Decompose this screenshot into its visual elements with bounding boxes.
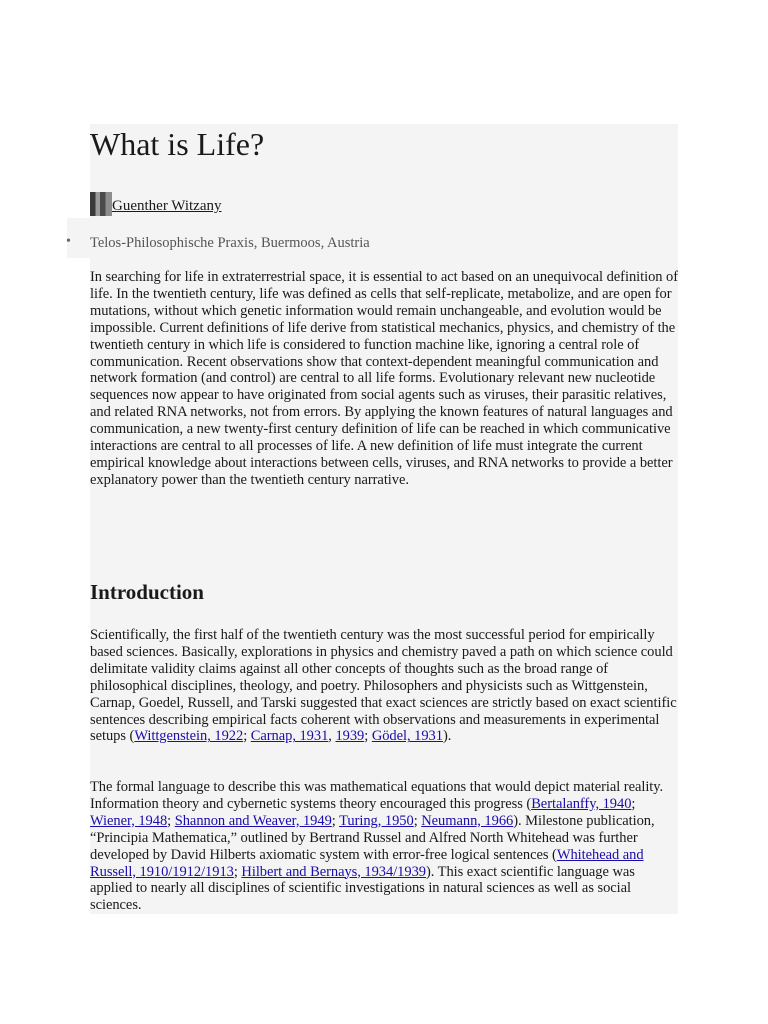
citation-link[interactable]: Shannon and Weaver, 1949 [174,812,332,829]
author-row[interactable] [90,190,222,216]
affiliation-text: Telos-Philosophische Praxis, Buermoos, Austria [90,235,370,251]
bullet-icon: • [66,234,71,249]
citation-link[interactable]: Neumann, 1966 [421,812,514,829]
para1-text: Scientifically, the first half of the twentieth century was the most successful period for empirically based sciences. Basically, explorations in physics and chemistry paved a path on which science could delimitate validity claims against all other concepts of thoughts such as the broad range of philosophical disciplines, theology, and poetry. Philosophers and physicists such as Wittgenstein, Carnap, Goedel, Russell, and Tarski suggested that exact sciences are strictly based on exact scientific sentences describing empirical facts coherent with observations and measurements in experimental setups ( [90,627,677,745]
citation-link[interactable]: 1939 [335,728,365,745]
citation-link[interactable]: Bertalanffy, 1940 [531,795,632,812]
article-content [66,124,679,914]
abstract-text: In searching for life in extraterrestrial space, it is essential to act based on an unequivocal definition of life. In the twentieth century, life was defined as cells that self-replicate, metabolize, and are open for mutations, without which genetic information would remain unchangeable, and evolution would be impossible. Current definitions of life derive from statistical mechanics, physics, and chemistry of the twentieth century in which life is considered to function machine like, ignoring a central role of communication. Recent observations show that context-dependent meaningful communication and network formation (and control) are central to all life forms. Evolutionary relevant new nucleotide sequences now appear to have originated from social agents such as viruses, their parasitic relatives, and related RNA networks, not from errors. By applying the known features of natural languages and communication, a new twenty-first century definition of life can be reached in which communicative interactions are central to all processes of life. A new definition of life must integrate the current empirical knowledge about interactions between cells, viruses, and RNA networks to provide a better explanatory power than the twentieth century narrative. [90,269,679,488]
citation-link[interactable]: Whitehead and Russell, 1910/1912/1913 [90,846,644,880]
section-heading: Introduction [90,580,204,604]
citation-link[interactable]: Wiener, 1948 [90,812,168,829]
intro-paragraph-2: The formal language to describe this was mathematical equations that would depict material reality. Information theory and cybernetic systems theory encouraged this progress (Bertalanffy, 1940; Wiener, 1948; Shannon and Weaver, 1949; Turing, 1950; Neumann, 1966). Milestone publication, “Principia Mathematica,” outlined by Bertrand Russel and Alfred North Whitehead was further developed by David Hilberts axiomatic system with error-free logical sentences (Whitehead and Russell, 1910/1912/1913; Hilbert and Bernays, 1934/1939). This exact scientific language was applied to nearly all disciplines of scientific investigations in natural sciences as well as social sciences. [90,779,664,914]
affiliation-list-item [66,234,370,252]
author-avatar-icon[interactable] [90,192,112,216]
citation-link[interactable]: Hilbert and Bernays, 1934/1939 [241,863,426,880]
citation-link[interactable]: Gödel, 1931 [371,728,443,745]
article-title: What is Life? [90,126,265,162]
author-name-link[interactable]: Guenther Witzany [112,198,222,214]
citation-link[interactable]: Wittgenstein, 1922 [134,728,244,745]
intro-paragraph-1: Scientifically, the first half of the twentieth century was the most successful period for empirically based sciences. Basically, explorations in physics and chemistry paved a path on which science could delimitate validity claims against all other concepts of thoughts such as the broad range of philosophical disciplines, theology, and poetry. Philosophers and physicists such as Wittgenstein, Carnap, Goedel, Russell, and Tarski suggested that exact sciences are strictly based on exact scientific sentences describing empirical facts coherent with observations and measurements in experimental setups (Wittgenstein, 1922; Carnap, 1931, 1939; Gödel, 1931). [90,627,677,745]
citation-link[interactable]: Carnap, 1931 [250,728,329,745]
citation-link[interactable]: Turing, 1950 [339,812,414,829]
